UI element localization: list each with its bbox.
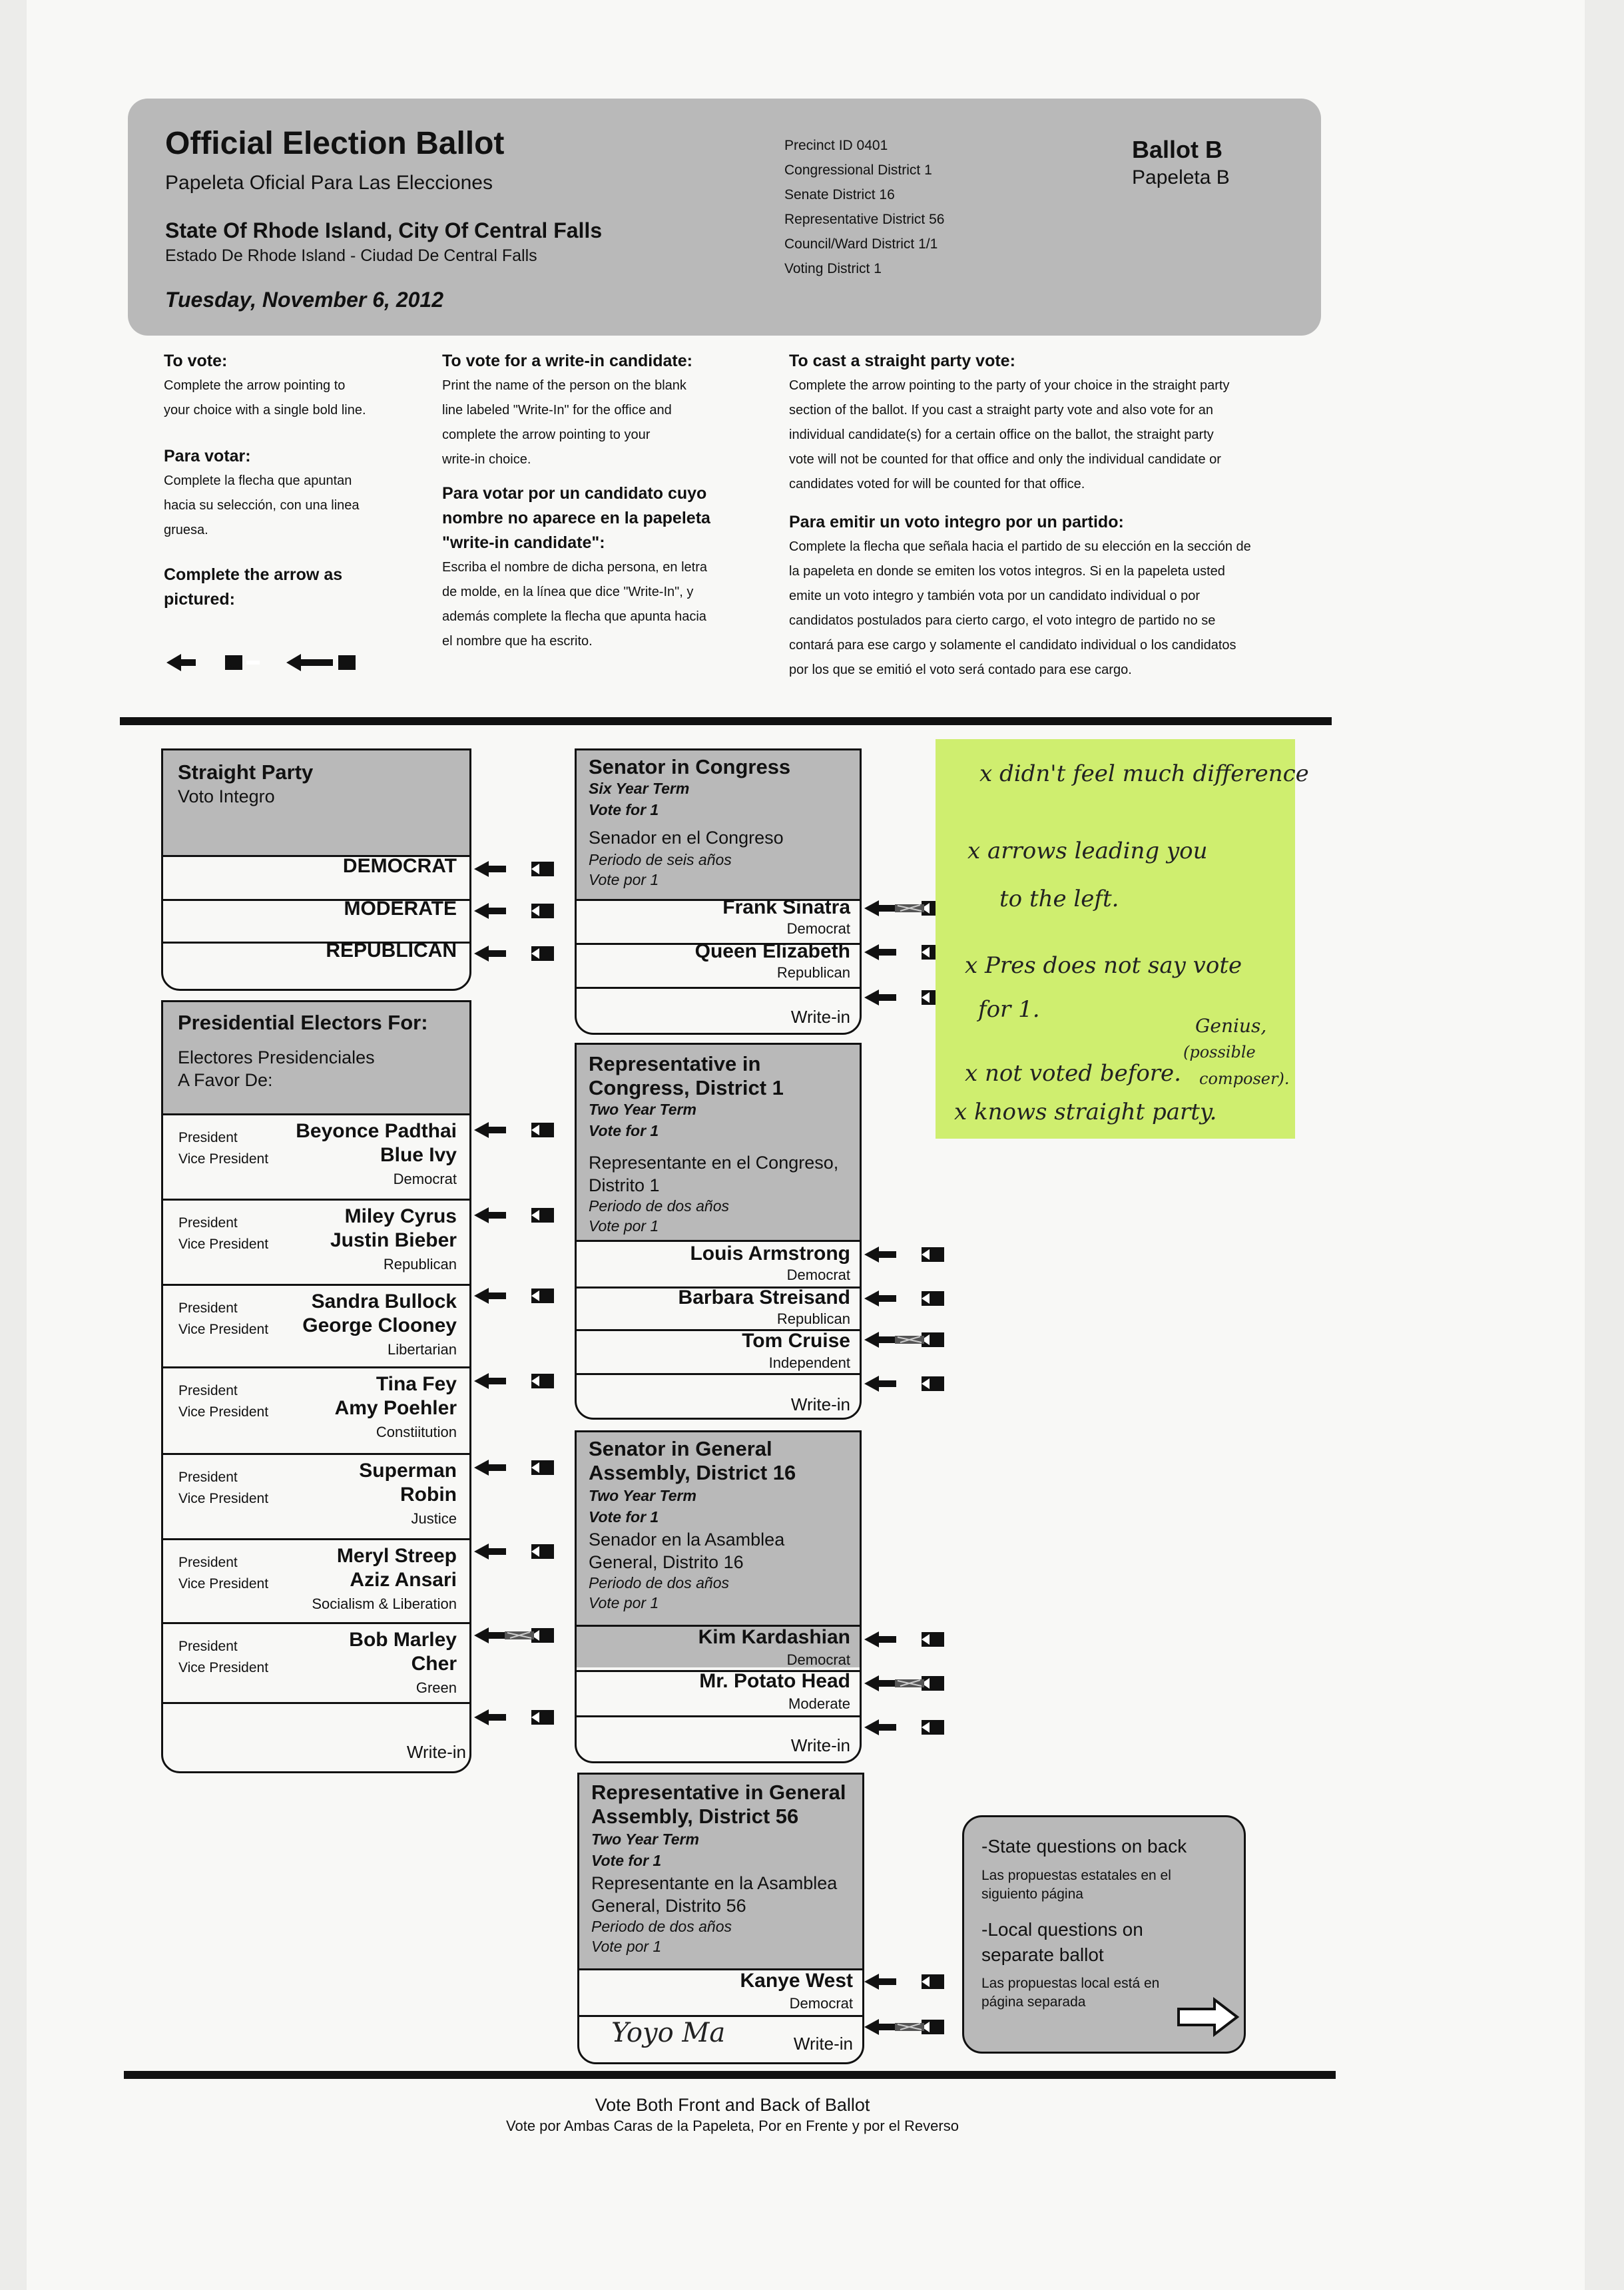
contest-title: Congress, District 1 [589, 1076, 784, 1099]
contest-votefor-es: Vote por 1 [589, 1594, 659, 1611]
instruction-text: Complete the arrow pointing to the party of your choice in the straight party [789, 378, 1230, 393]
local-questions-heading [981, 1917, 1143, 1968]
ballot-title-es: Papeleta Oficial Para Las Elecciones [165, 172, 493, 194]
ticket-party: Socialism & Liberation [312, 1595, 457, 1612]
contest-votefor: Vote for 1 [589, 1122, 659, 1139]
contest-title: Representative in General [591, 1781, 846, 1804]
divider [161, 1366, 469, 1368]
sticky-note [936, 739, 1309, 1139]
divider [161, 1453, 469, 1455]
vote-arrow-target[interactable] [473, 856, 566, 882]
vice-president-label: Vice President [178, 1404, 269, 1420]
vice-president-name: George Clooney [302, 1314, 457, 1336]
contest-votefor: Vote for 1 [589, 1508, 659, 1526]
note-line: x didn't feel much difference [979, 760, 1309, 787]
candidate-name: Barbara Streisand [678, 1287, 850, 1308]
instruction-text: write-in choice. [442, 452, 531, 467]
ballot-label: Ballot B [1132, 136, 1223, 163]
senator-congress-writein[interactable]: Write-in [790, 1007, 850, 1027]
contest-title-es: General, Distrito 56 [591, 1896, 746, 1916]
to-vote-heading: To vote: [164, 352, 228, 370]
writein-es-heading: "write-in candidate": [442, 533, 605, 552]
candidate-party: Republican [776, 1310, 850, 1327]
vote-arrow-target[interactable] [863, 1714, 956, 1741]
instruction-text: candidates voted for will be counted for that office. [789, 477, 1085, 491]
note-aside: Genius, [1195, 1015, 1267, 1037]
district-list [784, 133, 944, 281]
instruction-text: Print the name of the person on the blank [442, 378, 686, 393]
instruction-text: gruesa. [164, 523, 208, 537]
example-arrows-icon [166, 646, 380, 679]
instruction-text: la papeleta en donde se emiten los votos integros. Si en la papeleta usted [789, 564, 1225, 579]
vice-president-label: Vice President [178, 1237, 269, 1252]
election-date: Tuesday, November 6, 2012 [165, 288, 443, 312]
divider [161, 1702, 469, 1704]
president-label: President [178, 1555, 238, 1570]
instruction-text: candidatos postulados para cierto cargo, el voto integro de partido no se [789, 613, 1216, 628]
vice-president-name: Cher [411, 1653, 457, 1675]
contest-title: Assembly, District 16 [589, 1461, 796, 1484]
candidate-name: Tom Cruise [742, 1330, 850, 1352]
note-line: to the left. [999, 886, 1119, 912]
vote-arrow-target[interactable] [863, 1670, 956, 1697]
candidate-party: Democrat [786, 920, 850, 937]
writein-heading: To vote for a write-in candidate: [442, 352, 692, 370]
divider [161, 1113, 469, 1115]
divider [575, 1373, 860, 1375]
vice-president-name: Aziz Ansari [350, 1569, 457, 1591]
complete-arrow-heading: pictured: [164, 590, 235, 609]
district-item: Representative District 56 [784, 212, 945, 227]
instruction-text: individual candidate(s) for a certain office on the ballot, the straight party [789, 428, 1214, 442]
ballot-title: Official Election Ballot [165, 126, 505, 161]
note-text: -Local questions on [981, 1919, 1143, 1940]
candidate-name: Mr. Potato Head [699, 1670, 850, 1692]
state-questions-box [962, 1815, 1246, 2054]
president-name: Bob Marley [349, 1629, 457, 1651]
president-label: President [178, 1383, 238, 1398]
president-label: President [178, 1300, 238, 1316]
divider [575, 1240, 860, 1242]
contest-title-es: Representante en la Asamblea [591, 1873, 838, 1893]
president-name: Beyonce Padthai [296, 1120, 457, 1142]
vice-president-label: Vice President [178, 1576, 269, 1591]
rep-general-writein[interactable]: Write-in [793, 2034, 853, 2054]
divider [161, 1538, 469, 1540]
contest-votefor-es: Vote por 1 [589, 1217, 659, 1235]
ticket-party: Libertarian [388, 1341, 457, 1358]
candidate-name: Kanye West [740, 1970, 853, 1992]
instruction-text: por los que se emitió el voto será contado para ese cargo. [789, 663, 1132, 677]
district-item: Senate District 16 [784, 187, 895, 202]
contest-term: Two Year Term [589, 1101, 696, 1118]
instruction-text: además complete la flecha que apunta hacia [442, 609, 706, 624]
vote-arrow-target[interactable] [473, 1283, 566, 1309]
divider [577, 2015, 862, 2017]
contest-title-es: Senador en el Congreso [589, 828, 784, 848]
president-label: President [178, 1639, 238, 1654]
vote-arrow-target[interactable] [863, 1626, 956, 1653]
right-arrow-icon [1176, 1997, 1240, 2037]
vote-arrow-target[interactable] [863, 1285, 956, 1312]
contest-title-es: Distrito 1 [589, 1175, 660, 1195]
contest-title-es: General, Distrito 16 [589, 1552, 744, 1572]
ticket-party: Constiitution [376, 1424, 457, 1440]
note-line: x Pres does not say vote [965, 952, 1242, 979]
presidential-title-es: Electores Presidenciales [178, 1047, 375, 1067]
straight-party-es-heading: Para emitir un voto integro por un partido: [789, 513, 1124, 531]
vice-president-name: Blue Ivy [380, 1144, 457, 1166]
instruction-text: el nombre que ha escrito. [442, 634, 593, 649]
contest-votefor: Vote for 1 [591, 1852, 662, 1869]
senator-general-box [575, 1430, 862, 1763]
candidate-name: Louis Armstrong [690, 1243, 850, 1265]
straight-party-title-es: Voto Integro [178, 786, 275, 806]
top-divider [120, 717, 1332, 725]
state-questions-heading: -State questions on back [981, 1836, 1187, 1857]
president-name: Tina Fey [376, 1373, 457, 1395]
vote-arrow-target[interactable] [473, 940, 566, 967]
contest-term: Two Year Term [589, 1487, 696, 1504]
instruction-text: hacia su selección, con una linea [164, 498, 360, 513]
contest-title: Senator in General [589, 1437, 772, 1460]
instruction-text: emite un voto integro y también vota por un candidato individual o por [789, 589, 1201, 603]
bottom-divider [124, 2071, 1336, 2079]
vote-arrow-target[interactable] [473, 1368, 566, 1394]
vote-arrow-target[interactable] [473, 1622, 566, 1649]
vote-arrow-target[interactable] [473, 898, 566, 924]
instruction-text: Escriba el nombre de dicha persona, en letra [442, 560, 708, 575]
vote-arrow-target[interactable] [863, 1968, 956, 1995]
instruction-text: line labeled "Write-In" for the office and [442, 403, 672, 418]
vice-president-name: Amy Poehler [334, 1397, 457, 1419]
presidential-title: Presidential Electors For: [178, 1011, 428, 1034]
contest-votefor: Vote for 1 [589, 801, 659, 818]
vice-president-label: Vice President [178, 1660, 269, 1675]
district-item: Council/Ward District 1/1 [784, 236, 938, 252]
note-line: x not voted before. [965, 1060, 1181, 1087]
instructions-col-1 [164, 349, 430, 612]
president-label: President [178, 1215, 238, 1231]
local-questions-es [981, 1974, 1159, 2012]
note-line: for 1. [978, 996, 1040, 1023]
contest-votefor-es: Vote por 1 [589, 871, 659, 888]
footer-line-1: Vote Both Front and Back of Ballot [595, 2095, 870, 2115]
candidate-party: Republican [776, 964, 850, 981]
candidate-name: Queen Elizabeth [694, 940, 850, 962]
ticket-party: Justice [411, 1510, 457, 1527]
straight-party-title: Straight Party [178, 760, 314, 784]
note-text: Las propuestas local está en [981, 1976, 1160, 1991]
vote-arrow-target[interactable] [473, 1117, 566, 1143]
divider [161, 1284, 469, 1286]
contest-term-es: Periodo de seis años [589, 851, 732, 868]
presidential-writein[interactable]: Write-in [406, 1742, 466, 1762]
contest-title: Senator in Congress [589, 755, 791, 778]
vote-arrow-target[interactable] [863, 1326, 956, 1353]
vote-arrow-target[interactable] [863, 1241, 956, 1268]
president-label: President [178, 1470, 238, 1485]
ticket-party: Green [415, 1679, 457, 1696]
vice-president-label: Vice President [178, 1491, 269, 1506]
contest-title-es: Senador en la Asamblea [589, 1530, 785, 1550]
contest-votefor-es: Vote por 1 [591, 1938, 662, 1955]
note-line: x arrows leading you [967, 838, 1208, 864]
vice-president-name: Justin Bieber [330, 1229, 457, 1251]
vote-arrow-target[interactable] [473, 1202, 566, 1229]
divider [161, 1622, 469, 1624]
candidate-name: Frank Sinatra [722, 896, 850, 918]
instruction-text: your choice with a single bold line. [164, 403, 366, 418]
candidate-party: Democrat [789, 1995, 853, 2012]
ballot-label-es: Papeleta B [1132, 166, 1230, 188]
contest-title: Representative in [589, 1052, 761, 1075]
instruction-text: de molde, en la línea que dice "Write-In", y [442, 585, 694, 599]
president-label: President [178, 1130, 238, 1145]
writein-es-heading: Para votar por un candidato cuyo [442, 484, 707, 503]
note-aside: (possible [1183, 1043, 1256, 1061]
senator-congress-box [575, 748, 862, 1035]
contest-term-es: Periodo de dos años [589, 1574, 729, 1591]
note-aside: composer). [1199, 1069, 1290, 1088]
contest-term-es: Periodo de dos años [589, 1197, 729, 1215]
divider [161, 1199, 469, 1201]
contest-term: Two Year Term [591, 1831, 699, 1848]
instruction-text: complete the arrow pointing to your [442, 428, 651, 442]
note-text: separate ballot [981, 1944, 1104, 1965]
district-item: Congressional District 1 [784, 162, 932, 178]
vice-president-label: Vice President [178, 1151, 269, 1167]
contest-term: Six Year Term [589, 780, 690, 797]
vote-arrow-target[interactable] [473, 1454, 566, 1481]
contest-title: Assembly, District 56 [591, 1805, 799, 1828]
candidate-party: Democrat [786, 1651, 850, 1668]
ticket-party: Republican [383, 1256, 457, 1273]
vote-arrow-target[interactable] [473, 1704, 566, 1731]
instructions-col-3 [789, 349, 1322, 683]
instruction-text: section of the ballot. If you cast a straight party vote and also vote for an [789, 403, 1214, 418]
president-name: Superman [359, 1460, 457, 1482]
president-name: Meryl Streep [336, 1545, 457, 1567]
note-text: página separada [981, 1994, 1086, 2010]
state-name: State Of Rhode Island, City Of Central Falls [165, 218, 603, 242]
complete-arrow-heading: Complete the arrow as [164, 565, 343, 584]
vice-president-name: Robin [400, 1484, 457, 1506]
straight-party-heading: To cast a straight party vote: [789, 352, 1015, 370]
state-questions-es [981, 1866, 1171, 1904]
senator-general-writein[interactable]: Write-in [790, 1735, 850, 1755]
divider [575, 987, 860, 989]
candidate-name: Kim Kardashian [698, 1626, 850, 1648]
instruction-text: contará para ese cargo y solamente el candidato individual o los candidatos [789, 638, 1236, 653]
district-item: Voting District 1 [784, 261, 882, 276]
instructions-col-2 [442, 349, 748, 654]
instruction-text: Complete the arrow pointing to [164, 378, 346, 393]
rep-congress-writein[interactable]: Write-in [790, 1394, 850, 1414]
party-republican: REPUBLICAN [326, 940, 457, 962]
president-name: Miley Cyrus [344, 1205, 457, 1227]
presidential-title-es: A Favor De: [178, 1070, 273, 1090]
instruction-text: vote will not be counted for that office and only the individual candidate or [789, 452, 1221, 467]
president-name: Sandra Bullock [311, 1290, 457, 1312]
party-democrat: DEMOCRAT [342, 855, 457, 877]
state-name-es: Estado De Rhode Island - Ciudad De Central Falls [165, 246, 537, 265]
candidate-party: Democrat [786, 1267, 850, 1283]
instruction-text: Complete la flecha que apuntan [164, 473, 352, 488]
vote-arrow-target[interactable] [863, 1370, 956, 1397]
ticket-party: Democrat [393, 1171, 457, 1187]
divider [575, 1715, 860, 1717]
note-text: siguiento página [981, 1886, 1083, 1902]
vote-arrow-target[interactable] [863, 2014, 956, 2040]
handwritten-writein: Yoyo Ma [611, 2018, 726, 2048]
footer-line-2: Vote por Ambas Caras de la Papeleta, Por en Frente y por el Reverso [506, 2118, 959, 2134]
ballot-header [128, 99, 1321, 336]
vote-arrow-target[interactable] [473, 1538, 566, 1565]
vice-president-label: Vice President [178, 1322, 269, 1337]
instruction-text: Complete la flecha que señala hacia el partido de su elección en la sección de [789, 539, 1251, 554]
contest-term-es: Periodo de dos años [591, 1918, 732, 1935]
note-line: x knows straight party. [954, 1099, 1217, 1125]
district-item: Precinct ID 0401 [784, 138, 888, 153]
note-text: Las propuestas estatales en el [981, 1868, 1171, 1883]
candidate-party: Independent [768, 1354, 850, 1371]
contest-title-es: Representante en el Congreso, [589, 1153, 839, 1173]
writein-es-heading: nombre no aparece en la papeleta [442, 509, 710, 527]
para-votar-heading: Para votar: [164, 447, 251, 465]
party-moderate: MODERATE [344, 898, 457, 920]
candidate-party: Moderate [788, 1695, 850, 1712]
